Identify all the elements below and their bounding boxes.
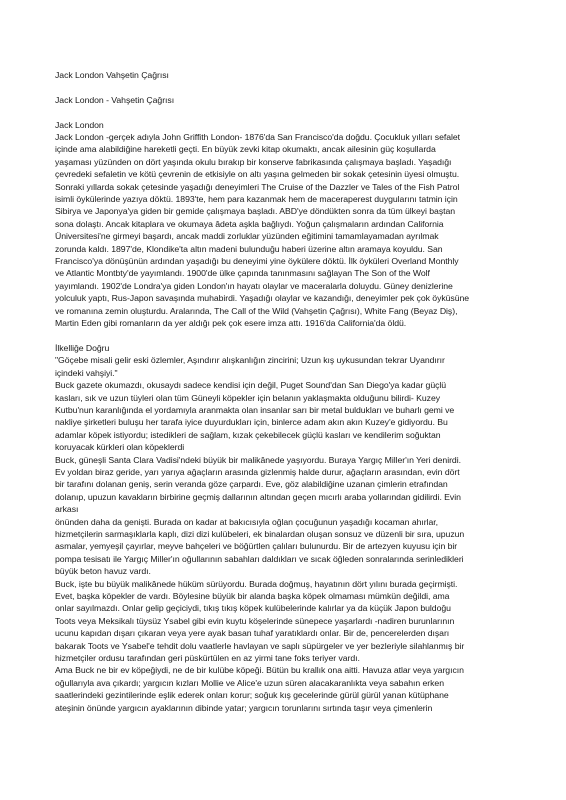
text-line: Evet, başka köpekler de vardı. Böylesine büyük bir alanda başka köpek olmaması mümkün değildi, ama — [55, 591, 450, 602]
text-line: asmalar, yemyeşil çayırlar, meyve bahçeleri ve böğürtlen çalıları bulunurdu. Bir de artezyen kuyusu için bir — [55, 541, 458, 552]
text-line: koruyacak kürkleri olan köpeklerdi — [55, 442, 185, 453]
text-line: Kutbu'nun karanlığında el yordamıyla aranmakta olan insanlar sarı bir metal buldukları ve buharlı gemi ve — [55, 404, 455, 415]
text-line: Toots veya Meksikalı tüysüz Ysabel gibi evin kuytu köşelerinde sünepece yaşarlardı -nadiren burunlarının — [55, 615, 455, 626]
author-biography — [55, 131, 526, 330]
document-subtitle: Jack London - Vahşetin Çağrısı — [55, 94, 175, 105]
text-line: yaşaması yüzünden on dört yaşında okulu bırakıp bir konserve fabrikasında çalışmaya başladı. Yaşadığı — [55, 156, 452, 167]
text-line: Sibirya ve Japonya'ya giden bir gemide çalışmaya başladı. ABD'ye döndükten sonra da tüm ülkeyi baştan — [55, 206, 456, 217]
text-line: ucunu kapıdan dışarı çıkaran veya yere ayak basan tuhaf yaratıklardı onlar. Bir de, pencerelerden dışarı — [55, 628, 450, 639]
text-line: ve Atlantic Montbty'de yayımlandı. 1900'de ülke çapında tanınmasını sağlayan The Son of the Wolf — [55, 268, 430, 279]
text-line: pompa tesisatı ile Yargıç Miller'ın oğullarının sabahları daldıkları ve sıcak öğleden sonralarında serinledikleri — [55, 553, 464, 564]
spacer — [55, 330, 526, 342]
text-line: bir tarafını dolanan geniş, serin veranda göze çarpardı. Eve, göz alabildiğine uzanan çimlerin etrafından — [55, 479, 448, 490]
text-line: içinde ama alabildiğine hareketli geçti. En büyük zevki kitap okumaktı, ancak ailesinin güç koşullarda — [55, 144, 436, 155]
document-title: Jack London Vahşetin Çağrısı — [55, 70, 169, 80]
text-line: içindeki vahşiyi." — [55, 367, 118, 378]
text-line: Jack London -gerçek adıyla John Griffith London- 1876'da San Francisco'da doğdu. Çocukluk yılları sefalet — [55, 132, 461, 142]
text-line: dolanıp, upuzun kavakların birbirine geçmiş dallarının altından geçen mıcırlı araba yollarından gidilirdi. Evin — [55, 491, 461, 502]
text-line: Ev yoldan biraz geride, yarı yarıya ağaçların arasında gizlenmiş halde durur, ağaçların arasından, evin dört — [55, 466, 460, 477]
chapter-text — [55, 354, 526, 714]
text-line: büyük beton havuz vardı. — [55, 566, 151, 577]
text-line: Buck, işte bu büyük malikânede hüküm sürüyordu. Burada doğmuş, hayatının dört yılını burada geçirmişti. — [55, 578, 458, 589]
text-line: nakliye şirketleri buluşu her tarafa iyice duyurdukları için, binlerce adam akın akın Kuzey'e gidiyordu. Bu — [55, 417, 448, 428]
text-line: kasları, sık ve uzun tüyleri olan tüm Güneyli köpekler için belanın yaklaşmakta olduğunu bilirdi- Kuzey — [55, 392, 441, 403]
text-line: Francisco'ya dönüşünün ardından yaşadığı bu deneyimi yine öykülere döktü. İlk öyküleri Overland Monthly — [55, 256, 459, 267]
text-line: adamlar köpek istiyordu; istedikleri de sağlam, kızak çekebilecek güçlü kasları ve kendilerim soğuktan — [55, 429, 441, 440]
text-line: oğullarıyla ava çıkardı; yargıcın kızları Mollie ve Alice'e uzun süren alacakaranlıkta veya sabahın erken — [55, 677, 444, 688]
text-line: Buck gazete okumazdı, okusaydı sadece kendisi için değil, Puget Sound'dan San Diego'ya kadar güçlü — [55, 380, 447, 391]
text-line: "Göçebe misali gelir eski özlemler, Aşındırır alışkanlığın zincirini; Uzun kış uykusundan tekrar Uyandırır — [55, 355, 445, 366]
text-line: sona dolaştı. Ancak kitaplara ve okumaya âdeta aşkla bağlıydı. Yoğun çalışmaların ardından California — [55, 218, 444, 229]
text-line: Sonraki yıllarda sokak çetesinde yaşadığı deneyimleri The Cruise of the Dazzler ve Tales of the Fish Patrol — [55, 181, 460, 192]
text-line: yolculuk yaptı, Rus-Japon savaşında muhabirdi. Yaşadığı olaylar ve kazandığı, deneyimler pek çok öyküsüne — [55, 293, 470, 304]
author-heading: Jack London — [55, 119, 104, 130]
text-line: isimli öykülerinde yazıya döktü. 1893'te, hem para kazanmak hem de maceraperest duygularını tatmin için — [55, 194, 458, 205]
spacer — [55, 106, 526, 118]
text-line: yayımlandı. 1902'de Londra'ya giden London'ın hayatı olaylar ve maceralarla doluydu. Güney denizlerine — [55, 280, 453, 291]
text-line: hizmetçilerin sarmaşıklarla kaplı, dizi dizi kulübeleri, ek binalardan oluşan sonsuz ve düzenli bir sıra, upuzun — [55, 528, 465, 539]
text-line: Üniversitesi'ne girmeyi başardı, ancak maddi zorluklar yüzünden eğitimini tamamlayamadan ayrılmak — [55, 231, 439, 242]
text-line: onlar sayılmazdı. Onlar gelip geçiciydi, tıkış tıkış köpek kulübelerinde kalırlar ya da küçük Japon buldoğu — [55, 603, 451, 614]
text-line: ve romanına zemin oluşturdu. Aralarında, The Call of the Wild (Vahşetin Çağrısı), White Fang (Beyaz Diş), — [55, 305, 458, 316]
text-line: bakarak Toots ve Ysabel'e tehdit dolu vaatlerle havlayan ve saplı süpürgeler ve yer bezleriyle silahlanmış bir — [55, 640, 465, 651]
text-line: ateşinin önünde yargıcın ayaklarının dibinde yatar; yargıcın torunlarını sırtında taşır veya çimenlerin — [55, 702, 433, 713]
text-line: Buck, güneşli Santa Clara Vadisi'ndeki büyük bir malikânede yaşıyordu. Buraya Yargıç Miller'ın Yeri denirdi. — [55, 454, 461, 465]
text-line: arkası — [55, 504, 79, 515]
chapter-heading: İlkelliğe Doğru — [55, 342, 110, 353]
text-line: çevredeki sefaletin ve kötü çevrenin de etkisiyle on altı yaşına gelmeden bir sokak çetesinin üyesi olmuştu. — [55, 169, 460, 180]
text-line: Martin Eden gibi romanların da yer aldığı pek çok esere imza attı. 1916'da California'da öldü. — [55, 318, 407, 329]
text-line: Ama Buck ne bir ev köpeğiydi, ne de bir kulübe köpeği. Bütün bu krallık ona aitti. Havuza atlar veya yargıcın — [55, 665, 464, 676]
text-line: saatlerindeki gezintilerinde eşlik ederek onları korur; soğuk kış gecelerinde gürül gürül yanan kütüphane — [55, 690, 449, 701]
spacer — [55, 81, 526, 93]
text-line: önünden daha da genişti. Burada on kadar at bakıcısıyla oğlan çocuğunun yaşadığı kocaman ahırlar, — [55, 516, 438, 527]
text-line: zorunda kaldı. 1897'de, Klondike'ta altın madeni bulunduğu haberi üzerine altın aramaya koyuldu. San — [55, 243, 443, 254]
text-line: hizmetçiler ordusu tarafından geri püskürtülen en az yirmi tane foks teriyer vardı. — [55, 653, 360, 664]
